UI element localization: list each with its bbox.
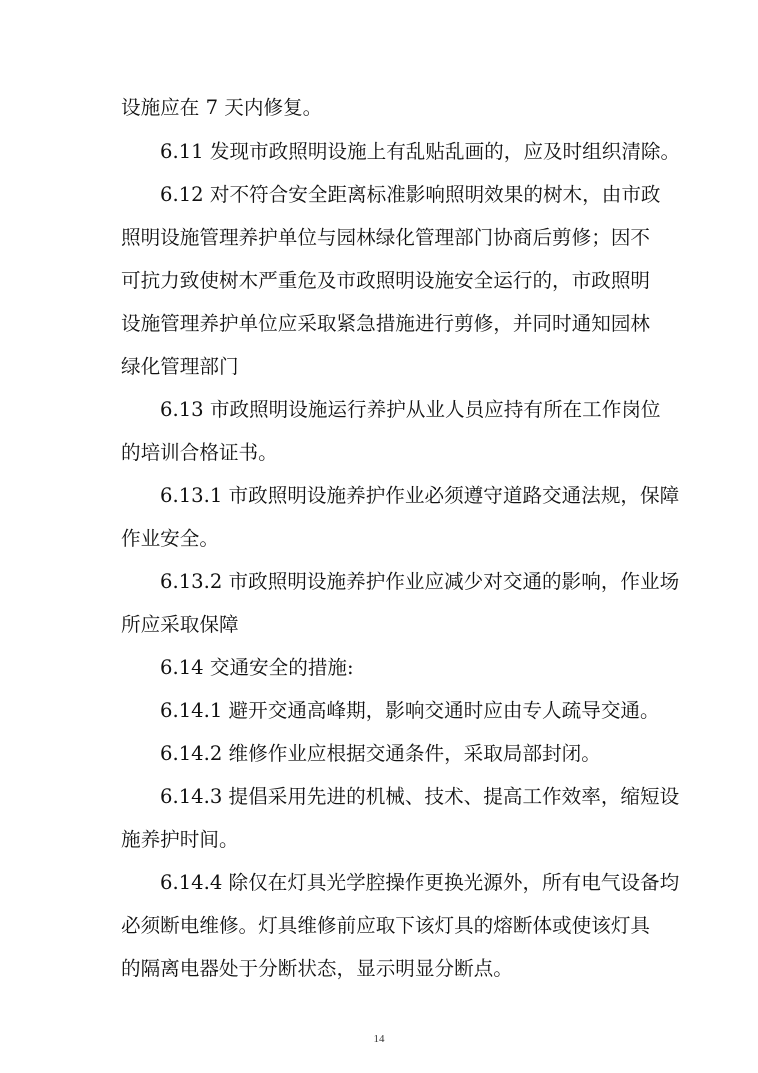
text-line: 6.14 交通安全的措施: [160, 656, 354, 679]
text-line: 6.13.2 市政照明设施养护作业应减少对交通的影响，作业场 [160, 570, 680, 593]
text-line: 作业安全。 [121, 527, 219, 550]
text-line: 6.13.1 市政照明设施养护作业必须遵守道路交通法规，保障 [160, 484, 680, 507]
page-number: 14 [373, 1033, 385, 1045]
text-line: 的隔离电器处于分断状态，显示明显分断点。 [121, 957, 513, 980]
text-line: 6.12 对不符合安全距离标准影响照明效果的树木，由市政 [160, 183, 661, 206]
text-line: 可抗力致使树木严重危及市政照明设施安全运行的，市政照明 [121, 269, 651, 292]
text-line: 6.14.3 提倡采用先进的机械、技术、提高工作效率，缩短设 [160, 785, 680, 808]
text-line: 所应采取保障 [121, 613, 239, 636]
text-line: 绿化管理部门 [121, 355, 239, 378]
text-line: 6.14.2 维修作业应根据交通条件，采取局部封闭。 [160, 742, 601, 765]
text-line: 6.14.1 避开交通高峰期，影响交通时应由专人疏导交通。 [160, 699, 660, 722]
text-line: 施养护时间。 [121, 828, 239, 851]
text-line: 6.11 发现市政照明设施上有乱贴乱画的，应及时组织清除。 [160, 140, 681, 163]
text-line: 6.14.4 除仅在灯具光学腔操作更换光源外，所有电气设备均 [160, 871, 680, 894]
text-line: 必须断电维修。灯具维修前应取下该灯具的熔断体或使该灯具 [121, 914, 651, 937]
text-line: 设施管理养护单位应采取紧急措施进行剪修，并同时通知园林 [121, 312, 651, 335]
text-line: 照明设施管理养护单位与园林绿化管理部门协商后剪修；因不 [121, 226, 651, 249]
text-line: 设施应在 7 天内修复。 [121, 96, 323, 119]
text-line: 的培训合格证书。 [121, 441, 278, 464]
text-line: 6.13 市政照明设施运行养护从业人员应持有所在工作岗位 [160, 398, 661, 421]
